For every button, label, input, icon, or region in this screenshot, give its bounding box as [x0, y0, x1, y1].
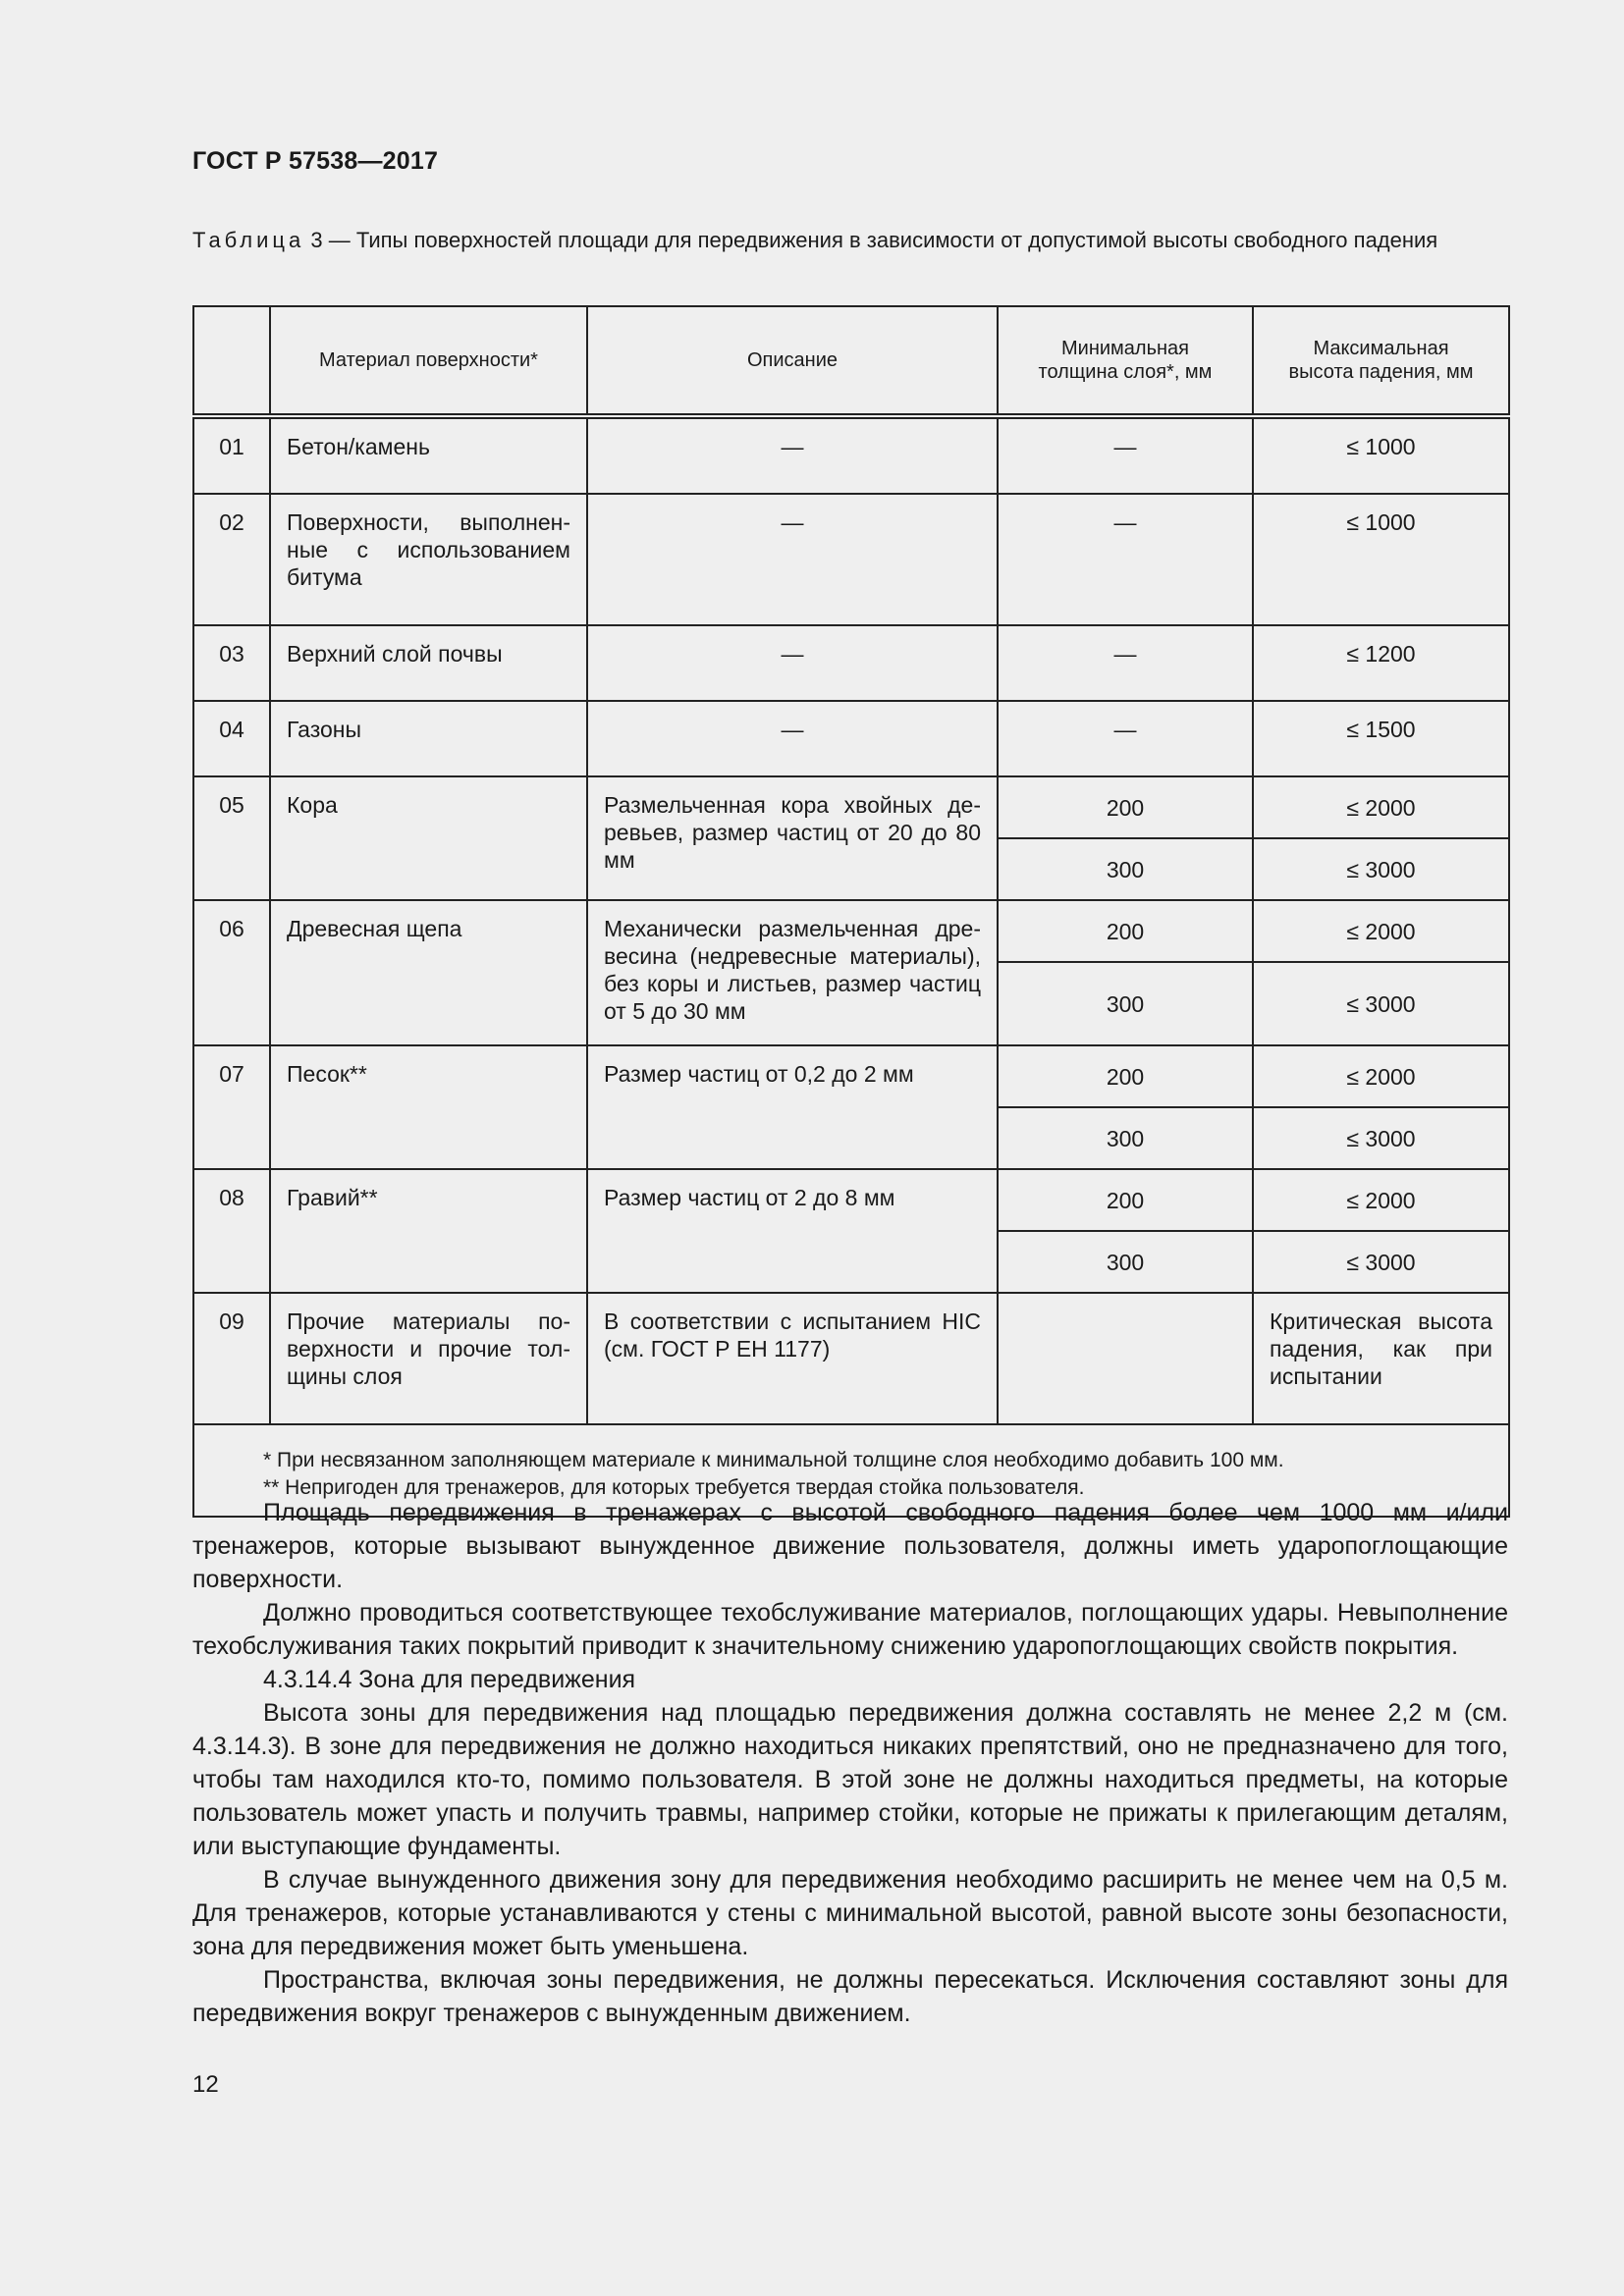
document-header: ГОСТ Р 57538—2017 — [192, 147, 439, 175]
row-thickness: — — [998, 494, 1253, 625]
row-description: Механически размельченная древесина (недревесные материалы), без коры и листьев, размер частиц от 5 до 30 мм — [587, 900, 998, 1045]
paragraph: Высота зоны для передвижения над площадью передвижения должна составлять не менее 2,2 м (см. 4.3.14.3). В зоне для передвижения не должно находиться никаких препятствий, оно не предназначено для того, чтобы там находился кто-то, помимо пользователя. В этой зоне не должны находиться предметы, на которые пользователь может упасть и получить травмы, например стойки, которые не прижаты к прилегающим деталям, или выступающие фундаменты. — [192, 1699, 1508, 1860]
row-number: 06 — [193, 900, 270, 1045]
row-description: Размельченная кора хвойных деревьев, размер частиц от 20 до 80 мм — [587, 776, 998, 900]
row-material: Песок** — [270, 1045, 587, 1169]
table-row — [193, 701, 1509, 776]
row-material: Кора — [270, 776, 587, 900]
row-height: ≤ 3000 — [1253, 838, 1509, 900]
paragraph: Должно проводиться соответствующее техобслуживание материалов, поглощающих удары. Невыполнение техобслуживания таких покрытий приводит к значительному снижению ударопоглощающих свойств покрытия. — [192, 1599, 1508, 1660]
row-height: ≤ 1000 — [1253, 416, 1509, 494]
row-thickness — [998, 1293, 1253, 1424]
row-thickness: 300 — [998, 838, 1253, 900]
table-header-row — [193, 306, 1509, 416]
row-height: ≤ 2000 — [1253, 1169, 1509, 1231]
row-material: Бетон/камень — [270, 416, 587, 494]
row-description: Размер частиц от 2 до 8 мм — [587, 1169, 998, 1293]
body-text — [192, 1496, 1508, 2030]
row-number: 04 — [193, 701, 270, 776]
row-height: Критическая высота падения, как при испытании — [1253, 1293, 1509, 1424]
row-thickness: — — [998, 416, 1253, 494]
table-caption-label: Таблица — [192, 228, 305, 252]
footnote-1: * При несвязанном заполняющем материале к минимальной толщине слоя необходимо добавить 100 мм. — [263, 1449, 1284, 1471]
paragraph: Пространства, включая зоны передвижения, не должны пересекаться. Исключения составляют зоны для передвижения вокруг тренажеров с вынужденным движением. — [192, 1966, 1508, 2027]
row-height: ≤ 2000 — [1253, 1045, 1509, 1107]
col-header-max-height-text: Максимальная высота падения, мм — [1288, 338, 1474, 383]
row-thickness: 200 — [998, 1169, 1253, 1231]
row-number: 08 — [193, 1169, 270, 1293]
table-caption — [192, 226, 1508, 254]
row-material: Прочие материалы поверхности и прочие толщины слоя — [270, 1293, 587, 1424]
table-row — [193, 416, 1509, 494]
row-number: 09 — [193, 1293, 270, 1424]
row-description: В соответствии с испытанием HIC (см. ГОСТ Р ЕН 1177) — [587, 1293, 998, 1424]
row-material: Поверхности, выполненные с использованием битума — [270, 494, 587, 625]
paragraph: В случае вынужденного движения зону для передвижения необходимо расширить не менее чем на 0,5 м. Для тренажеров, которые устанавливаются у стены с минимальной высотой, равной высоте зоны безопасности, зона для передвижения может быть уменьшена. — [192, 1866, 1508, 1960]
row-thickness: 300 — [998, 962, 1253, 1045]
table-row — [193, 494, 1509, 625]
row-height: ≤ 1500 — [1253, 701, 1509, 776]
row-description: — — [587, 494, 998, 625]
table-row — [193, 625, 1509, 701]
row-thickness: — — [998, 625, 1253, 701]
table-row — [193, 900, 1509, 962]
row-material: Гравий** — [270, 1169, 587, 1293]
row-thickness: 300 — [998, 1107, 1253, 1169]
row-height: ≤ 3000 — [1253, 962, 1509, 1045]
col-header-num — [193, 306, 270, 416]
paragraph: Площадь передвижения в тренажерах с высотой свободного падения более чем 1000 мм и/или тренажеров, которые вызывают вынужденное движение пользователя, должны иметь ударопоглощающие поверхности. — [192, 1499, 1508, 1593]
row-number: 02 — [193, 494, 270, 625]
row-description: Размер частиц от 0,2 до 2 мм — [587, 1045, 998, 1169]
row-description: — — [587, 701, 998, 776]
row-thickness: — — [998, 701, 1253, 776]
row-number: 01 — [193, 416, 270, 494]
page-number: 12 — [192, 2071, 219, 2098]
row-thickness: 200 — [998, 900, 1253, 962]
table-row — [193, 776, 1509, 838]
row-height: ≤ 2000 — [1253, 900, 1509, 962]
row-height: ≤ 3000 — [1253, 1107, 1509, 1169]
row-height: ≤ 1200 — [1253, 625, 1509, 701]
row-material: Газоны — [270, 701, 587, 776]
row-number: 07 — [193, 1045, 270, 1169]
col-header-material: Материал поверхности* — [270, 306, 587, 416]
row-material: Древесная щепа — [270, 900, 587, 1045]
row-description: — — [587, 625, 998, 701]
row-number: 05 — [193, 776, 270, 900]
row-thickness: 200 — [998, 776, 1253, 838]
row-height: ≤ 3000 — [1253, 1231, 1509, 1293]
col-header-max-height — [1253, 306, 1509, 416]
row-height: ≤ 1000 — [1253, 494, 1509, 625]
row-thickness: 200 — [998, 1045, 1253, 1107]
table-row — [193, 1293, 1509, 1424]
surface-types-table — [192, 305, 1510, 1518]
section-heading: 4.3.14.4 Зона для передвижения — [263, 1666, 636, 1693]
row-number: 03 — [193, 625, 270, 701]
row-height: ≤ 2000 — [1253, 776, 1509, 838]
table-row — [193, 1169, 1509, 1231]
table-caption-number: 3 — [304, 228, 323, 252]
row-thickness: 300 — [998, 1231, 1253, 1293]
table-caption-text: — Типы поверхностей площади для передвижения в зависимости от допустимой высоты свободного падения — [322, 228, 1438, 252]
row-material: Верхний слой почвы — [270, 625, 587, 701]
col-header-min-thickness-text: Минимальная толщина слоя*, мм — [1038, 338, 1213, 383]
col-header-min-thickness — [998, 306, 1253, 416]
footnote-2: ** Непригоден для тренажеров, для которых требуется твердая стойка пользователя. — [263, 1476, 1085, 1499]
table-row — [193, 1045, 1509, 1107]
col-header-description: Описание — [587, 306, 998, 416]
row-description: — — [587, 416, 998, 494]
